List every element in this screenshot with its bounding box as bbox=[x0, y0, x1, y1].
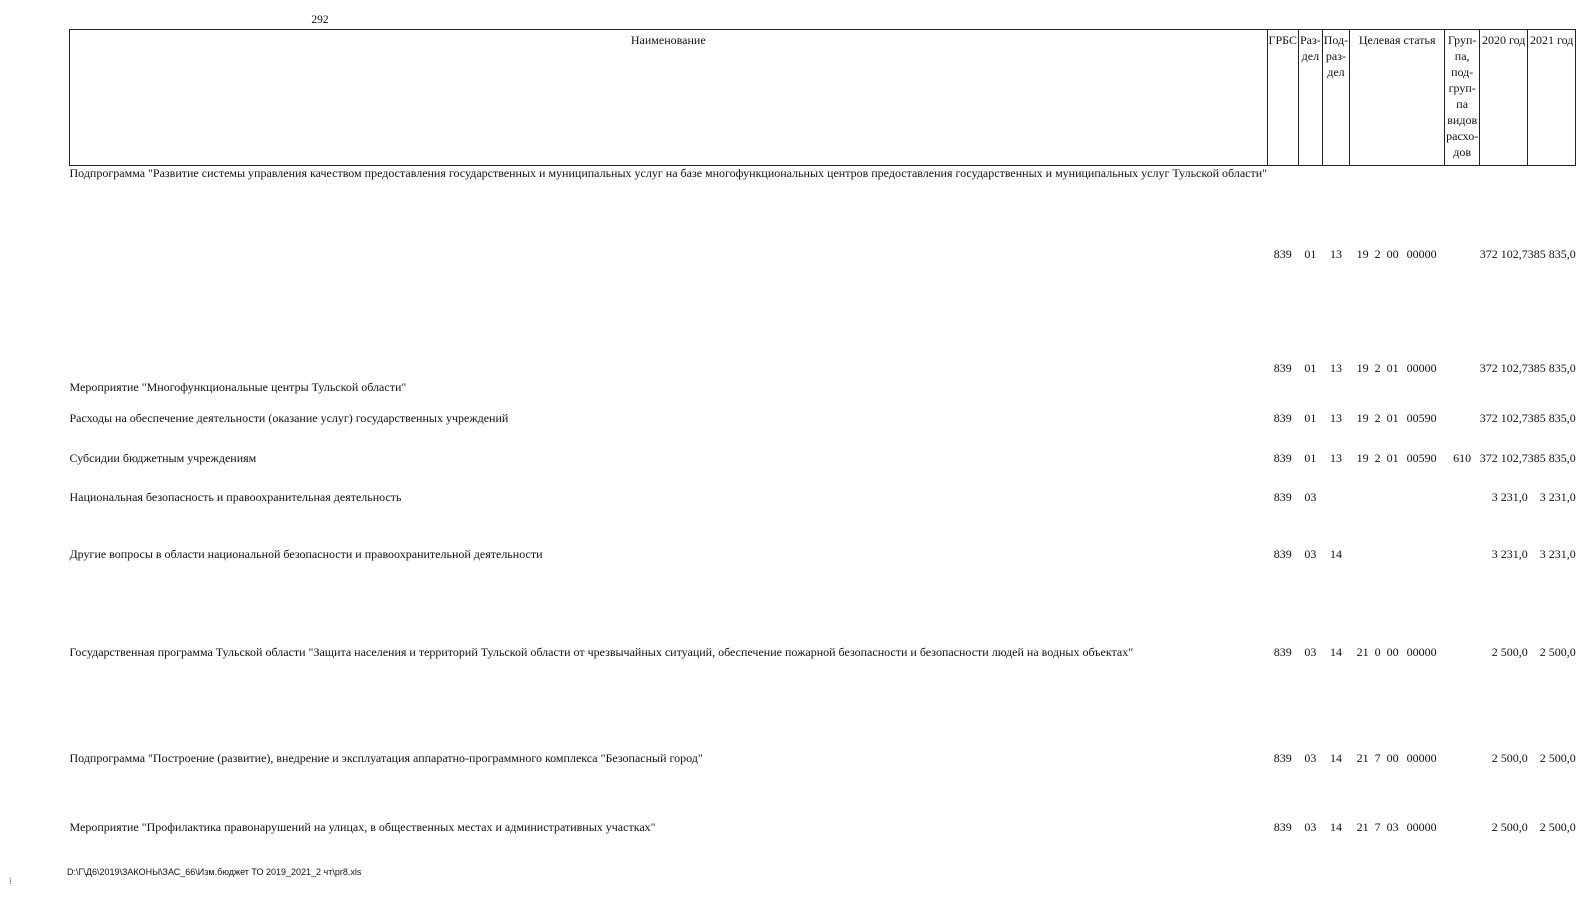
row-grbs: 839 bbox=[1273, 361, 1292, 375]
target-program: 21 bbox=[1356, 645, 1369, 659]
row-name: Мероприятие "Многофункциональные центры Тульской области" bbox=[69, 379, 407, 394]
row-razdel: 01 bbox=[1304, 451, 1317, 465]
row-group bbox=[1445, 589, 1480, 717]
target-program: 19 bbox=[1356, 361, 1369, 375]
target-program: 21 bbox=[1356, 751, 1369, 765]
target-program: 21 bbox=[1356, 820, 1369, 834]
row-razdel: 01 bbox=[1304, 246, 1317, 261]
row-name: Государственная программа Тульской области "Защита населения и территорий Тульской области от чрезвычайных ситуаций, обеспечение пожарной безопасности и безопасности людей на водных объектах" bbox=[69, 645, 1134, 659]
row-name: Подпрограмма "Развитие системы управления качеством предоставления государственных и муниципальных услуг на базе многофункциональных центров предоставления государственных и муниципальных услуг Тульской области" bbox=[69, 166, 1268, 180]
row-target bbox=[1350, 521, 1445, 589]
table-row bbox=[70, 395, 1576, 443]
row-target bbox=[1350, 166, 1445, 343]
target-event: 00 bbox=[1386, 246, 1399, 261]
target-direction: 00590 bbox=[1406, 451, 1437, 465]
page-number: 292 bbox=[311, 14, 329, 26]
header-grbs: ГРБС bbox=[1267, 30, 1298, 166]
target-direction: 00000 bbox=[1406, 246, 1437, 261]
table-row bbox=[70, 475, 1576, 521]
row-2020: 3 231,0 bbox=[1491, 490, 1528, 504]
row-2021: 2 500,0 bbox=[1539, 820, 1576, 834]
header-razdel: Раз-дел bbox=[1298, 30, 1322, 166]
row-2020: 2 500,0 bbox=[1491, 820, 1528, 834]
row-2020: 372 102,7 bbox=[1479, 411, 1528, 425]
row-target bbox=[1350, 717, 1445, 801]
row-podrazdel: 14 bbox=[1329, 820, 1342, 834]
row-target bbox=[1350, 395, 1445, 443]
target-subprogram: 7 bbox=[1374, 751, 1381, 765]
row-2021: 3 231,0 bbox=[1539, 490, 1576, 504]
target-direction: 00590 bbox=[1406, 411, 1437, 425]
table-row bbox=[70, 521, 1576, 589]
row-podrazdel: 14 bbox=[1329, 547, 1342, 561]
target-direction: 00000 bbox=[1406, 820, 1437, 834]
row-name: Субсидии бюджетным учреждениям bbox=[69, 451, 257, 465]
row-target bbox=[1350, 343, 1445, 395]
row-podrazdel bbox=[1322, 475, 1349, 521]
target-subprogram: 2 bbox=[1374, 451, 1381, 465]
target-program: 19 bbox=[1356, 246, 1369, 261]
header-target: Целевая статья bbox=[1350, 30, 1445, 166]
row-razdel: 03 bbox=[1304, 547, 1317, 561]
table-row bbox=[70, 801, 1576, 855]
header-podrazdel: Под-раз-дел bbox=[1322, 30, 1349, 166]
target-direction: 00000 bbox=[1406, 645, 1437, 659]
row-2021: 385 835,0 bbox=[1527, 451, 1576, 465]
row-podrazdel: 13 bbox=[1329, 246, 1342, 261]
row-grbs: 839 bbox=[1273, 490, 1292, 504]
target-program: 19 bbox=[1356, 411, 1369, 425]
row-name: Подпрограмма "Построение (развитие), внедрение и эксплуатация аппаратно-программного комплекса "Безопасный город" bbox=[69, 751, 703, 765]
row-name: Национальная безопасность и правоохранительная деятельность bbox=[69, 490, 402, 504]
row-group bbox=[1445, 166, 1480, 343]
header-2020: 2020 год bbox=[1480, 30, 1528, 166]
row-2020: 2 500,0 bbox=[1491, 751, 1528, 765]
row-2021: 2 500,0 bbox=[1539, 751, 1576, 765]
row-razdel: 03 bbox=[1304, 751, 1317, 765]
row-grbs: 839 bbox=[1273, 751, 1292, 765]
row-grbs: 839 bbox=[1273, 246, 1292, 261]
row-2021: 385 835,0 bbox=[1527, 246, 1576, 261]
row-target bbox=[1350, 475, 1445, 521]
row-razdel: 01 bbox=[1304, 411, 1317, 425]
row-2020: 372 102,7 bbox=[1479, 361, 1528, 375]
target-event: 03 bbox=[1386, 820, 1399, 834]
row-podrazdel: 14 bbox=[1329, 645, 1342, 659]
header-group: Груп-па, под-груп-па видов расхо-дов bbox=[1445, 30, 1480, 166]
row-group bbox=[1445, 801, 1480, 855]
row-podrazdel: 13 bbox=[1329, 361, 1342, 375]
header-row bbox=[70, 30, 1576, 166]
row-2021: 385 835,0 bbox=[1527, 411, 1576, 425]
row-target bbox=[1350, 443, 1445, 475]
target-direction: 00000 bbox=[1406, 361, 1437, 375]
row-group bbox=[1445, 475, 1480, 521]
target-subprogram: 0 bbox=[1374, 645, 1381, 659]
target-event: 00 bbox=[1386, 645, 1399, 659]
file-path-footer: D:\Г\Д6\2019\ЗАКОНЫ\ЗАС_66\Изм.бюджет ТО 2019_2021_2 чт\pr8.xls bbox=[67, 867, 362, 877]
target-event: 01 bbox=[1386, 451, 1399, 465]
row-2020: 372 102,7 bbox=[1479, 451, 1528, 465]
row-target bbox=[1350, 589, 1445, 717]
row-grbs: 839 bbox=[1273, 820, 1292, 834]
table-row bbox=[70, 717, 1576, 801]
target-event: 01 bbox=[1386, 361, 1399, 375]
budget-table bbox=[69, 29, 1576, 855]
header-name: Наименование bbox=[70, 30, 1268, 166]
row-razdel: 01 bbox=[1304, 361, 1317, 375]
row-group bbox=[1445, 343, 1480, 395]
header-2021: 2021 год bbox=[1528, 30, 1576, 166]
target-program: 19 bbox=[1356, 451, 1369, 465]
target-event: 00 bbox=[1386, 751, 1399, 765]
row-2020: 372 102,7 bbox=[1479, 246, 1528, 261]
row-group bbox=[1445, 395, 1480, 443]
row-2020: 3 231,0 bbox=[1491, 547, 1528, 561]
row-name: Мероприятие "Профилактика правонарушений на улицах, в общественных местах и административных участках" bbox=[69, 820, 656, 834]
table-row bbox=[70, 166, 1576, 343]
row-podrazdel: 14 bbox=[1329, 751, 1342, 765]
row-group bbox=[1445, 717, 1480, 801]
row-group bbox=[1445, 521, 1480, 589]
row-grbs: 839 bbox=[1273, 411, 1292, 425]
row-target bbox=[1350, 801, 1445, 855]
table-row bbox=[70, 443, 1576, 475]
row-2020: 2 500,0 bbox=[1491, 645, 1528, 659]
target-subprogram: 7 bbox=[1374, 820, 1381, 834]
row-name: Другие вопросы в области национальной безопасности и правоохранительной деятельности bbox=[69, 547, 543, 561]
row-razdel: 03 bbox=[1304, 645, 1317, 659]
row-razdel: 03 bbox=[1304, 490, 1317, 504]
row-grbs: 839 bbox=[1273, 645, 1292, 659]
row-name: Расходы на обеспечение деятельности (оказание услуг) государственных учреждений bbox=[69, 411, 509, 425]
table-row bbox=[70, 343, 1576, 395]
row-grbs: 839 bbox=[1273, 547, 1292, 561]
table-row bbox=[70, 589, 1576, 717]
row-2021: 385 835,0 bbox=[1527, 361, 1576, 375]
row-podrazdel: 13 bbox=[1329, 451, 1342, 465]
target-direction: 00000 bbox=[1406, 751, 1437, 765]
target-subprogram: 2 bbox=[1374, 246, 1381, 261]
row-group: 610 bbox=[1453, 451, 1472, 465]
target-subprogram: 2 bbox=[1374, 411, 1381, 425]
table-body bbox=[70, 166, 1576, 855]
margin-mark: ⁞ bbox=[9, 876, 12, 886]
row-2021: 3 231,0 bbox=[1539, 547, 1576, 561]
row-2021: 2 500,0 bbox=[1539, 645, 1576, 659]
target-subprogram: 2 bbox=[1374, 361, 1381, 375]
row-grbs: 839 bbox=[1273, 451, 1292, 465]
row-podrazdel: 13 bbox=[1329, 411, 1342, 425]
row-razdel: 03 bbox=[1304, 820, 1317, 834]
target-event: 01 bbox=[1386, 411, 1399, 425]
